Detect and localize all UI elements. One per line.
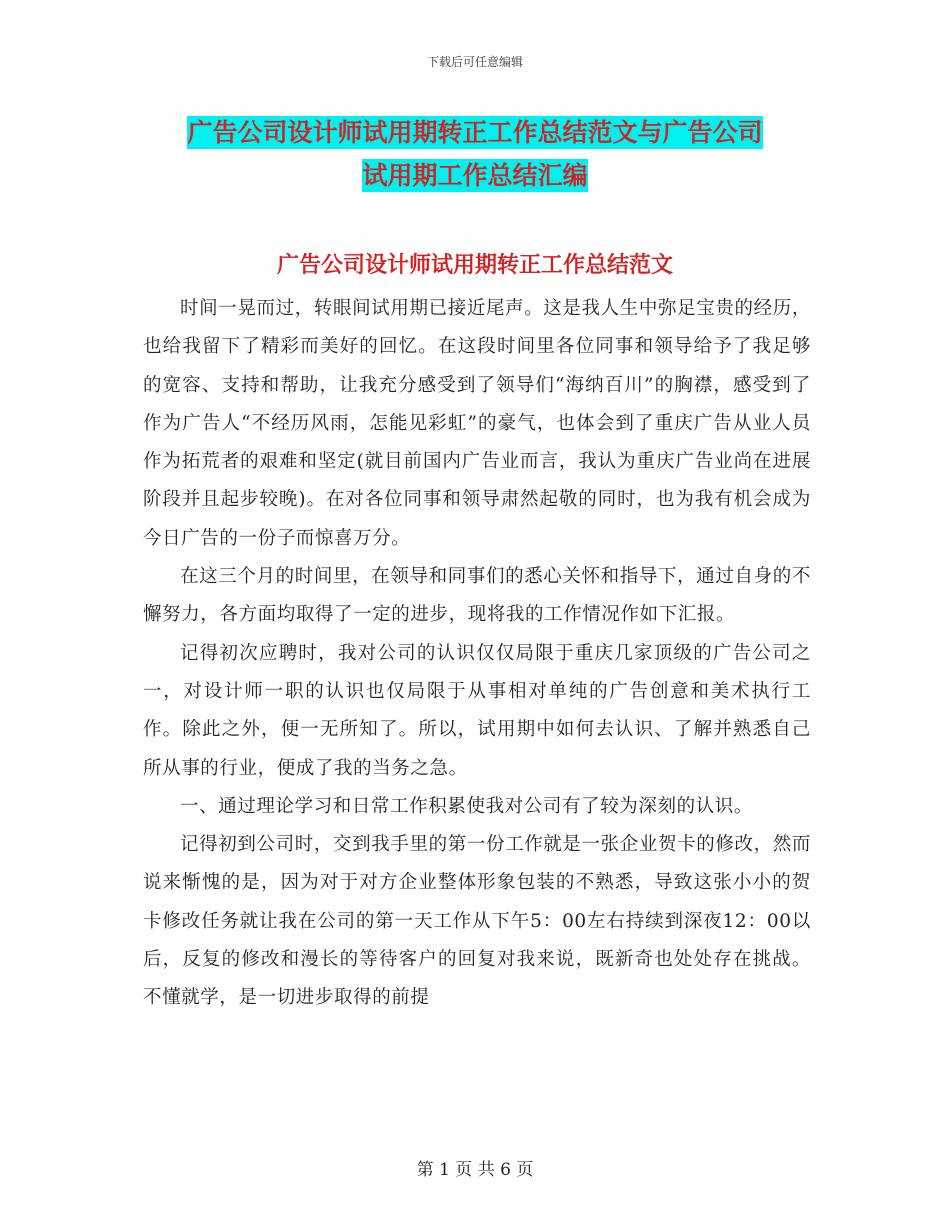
document-title-line-1 xyxy=(0,113,950,149)
section-title: 广告公司设计师试用期转正工作总结范文 xyxy=(276,253,673,278)
paragraph: 记得初次应聘时，我对公司的认识仅仅局限于重庆几家顶级的广告公司之一，对设计师一职的认识也仅局限于从事相对单纯的广告创意和美术执行工作。除此之外，便一无所知了。所以，试用期中如何去认识、了解并熟悉自己所从事的行业，便成了我的当务之急。 xyxy=(143,642,811,779)
paragraph: 时间一晃而过，转眼间试用期已接近尾声。这是我人生中弥足宝贵的经历，也给我留下了精彩而美好的回忆。在这段时间里各位同事和领导给予了我足够的宽容、支持和帮助，让我充分感受到了领导们“海纳百川”的胸襟，感受到了作为广告人“不经历风雨，怎能见彩虹”的豪气，也体会到了重庆广告从业人员作为拓荒者的艰难和坚定(就目前国内广告业而言，我认为重庆广告业尚在进展阶段并且起步较晚)。在对各位同事和领导肃然起敬的同时，也为我有机会成为今日广告的一份子而惊喜万分。 xyxy=(143,298,811,549)
document-body xyxy=(143,290,811,1018)
title-line-1-text: 广告公司设计师试用期转正工作总结范文与广告公司 xyxy=(187,118,763,147)
page-number-footer: 第 1 页 共 6 页 xyxy=(416,1160,534,1180)
header-note: 下载后可任意编辑 xyxy=(426,55,523,69)
title-line-2-text: 试用期工作总结汇编 xyxy=(362,161,588,190)
document-title-line-2 xyxy=(0,156,950,192)
paragraph: 在这三个月的时间里，在领导和同事们的悉心关怀和指导下，通过自身的不懈努力，各方面均取得了一定的进步，现将我的工作情况作如下汇报。 xyxy=(143,566,811,626)
paragraph: 记得初到公司时，交到我手里的第一份工作就是一张企业贺卡的修改，然而说来惭愧的是，因为对于对方企业整体形象包装的不熟悉，导致这张小小的贺卡修改任务就让我在公司的第一天工作从下午5：00左右持续到深夜12：00以后，反复的修改和漫长的等待客户的回复对我来说，既新奇也处处存在挑战。不懂就学，是一切进步取得的前提 xyxy=(143,834,811,1009)
paragraph: 一、通过理论学习和日常工作积累使我对公司有了较为深刻的认识。 xyxy=(180,795,754,817)
